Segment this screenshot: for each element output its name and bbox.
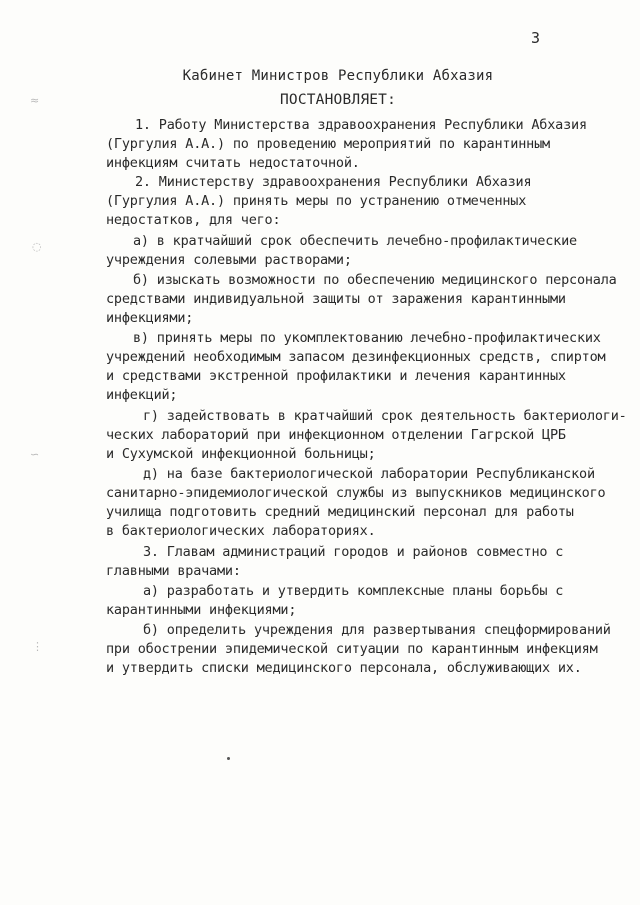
text-line: (Гургулия А.А.) по проведению мероприятий по карантинным [106, 136, 550, 152]
page-number: 3 [531, 29, 540, 47]
ink-dot [227, 757, 230, 760]
text-line: карантинными инфекциями; [106, 602, 297, 618]
text-line: недостатков, для чего: [106, 212, 281, 228]
text-line: 2. Министерству здравоохранения Республики Абхазия [135, 174, 532, 190]
text-line: и средствами экстренной профилактики и лечения карантинных [106, 368, 566, 384]
text-line: в) принять меры по укомплектованию лечебно-профилактических [133, 330, 601, 346]
text-line: 1. Работу Министерства здравоохранения Республики Абхазия [135, 117, 587, 133]
text-line: 3. Главам администраций городов и районов совместно с [143, 544, 564, 560]
text-line: инфекций; [106, 387, 178, 403]
text-line: б) определить учреждения для развертывания спецформирований [143, 622, 611, 638]
text-line: г) задействовать в кратчайший срок деятельность бактериологи- [143, 408, 627, 424]
text-line: при обострении эпидемической ситуации по карантинным инфекциям [106, 641, 598, 657]
scan-mark: ∽ [30, 448, 40, 461]
text-line: и утвердить списки медицинского персонала, обслуживающих их. [106, 660, 582, 676]
text-line: санитарно-эпидемиологической службы из выпускников медицинского [106, 485, 606, 501]
document-header-resolves: ПОСТАНОВЛЯЕТ: [279, 92, 397, 108]
text-line: училища подготовить средний медицинский персонал для работы [106, 504, 574, 520]
text-line: д) на базе бактериологической лаборатории Республиканской [143, 466, 595, 482]
text-line: а) в кратчайший срок обеспечить лечебно-профилактические [133, 233, 577, 249]
text-line: в бактериологических лабораториях. [106, 523, 376, 539]
text-line: ческих лабораторий при инфекционном отделении Гагрской ЦРБ [106, 427, 566, 443]
document-header-title: Кабинет Министров Республики Абхазия [182, 68, 494, 84]
text-line: средствами индивидуальной защиты от заражения карантинными [106, 291, 566, 307]
text-line: учреждений необходимым запасом дезинфекционных средств, спиртом [106, 349, 606, 365]
text-line: а) разработать и утвердить комплексные планы борьбы с [143, 583, 564, 599]
text-line: главными врачами: [106, 563, 241, 579]
text-line: инфекциями; [106, 310, 194, 326]
text-line: учреждения солевыми растворами; [106, 252, 352, 268]
text-line: б) изыскать возможности по обеспечению медицинского персонала [133, 272, 617, 288]
scan-mark: ⋮ [32, 640, 43, 653]
scan-mark: ≈ [30, 94, 40, 107]
text-line: и Сухумской инфекционной больницы; [106, 446, 376, 462]
text-line: (Гургулия А.А.) принять меры по устранению отмеченных [106, 193, 527, 209]
text-line: инфекциям считать недостаточной. [106, 155, 360, 171]
scan-mark: ◌ [32, 240, 42, 253]
